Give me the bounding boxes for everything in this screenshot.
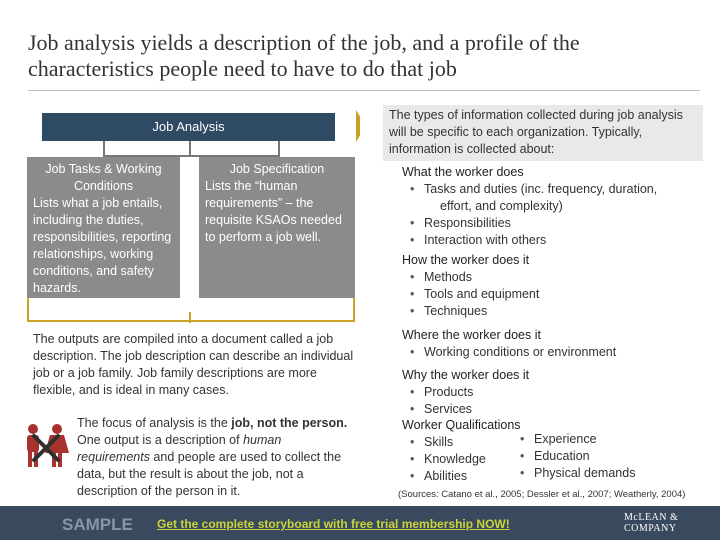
page-title: Job analysis yields a description of the job, and a profile of the characteristics people need to have to do that job: [28, 30, 580, 81]
bracket-tick: [189, 312, 191, 323]
list-item-continuation: effort, and complexity): [440, 199, 563, 213]
list-item: • Tools and equipment: [402, 286, 702, 303]
how-worker-does-section: [402, 252, 702, 320]
list-item: • Physical demands: [512, 465, 692, 482]
job-tasks-body: Lists what a job entails, including the duties, responsibilities, reporting relationships, working conditions, and safety hazards.: [33, 196, 172, 295]
list-item: • Methods: [402, 269, 702, 286]
people-icon: [20, 420, 72, 472]
job-tasks-heading: Job Tasks & Working Conditions: [45, 162, 162, 193]
trial-membership-link[interactable]: Get the complete storyboard with free trial membership NOW!: [157, 517, 510, 531]
section-heading: Worker Qualifications: [402, 418, 521, 432]
section-heading: How the worker does it: [402, 253, 530, 267]
footer-bar: [0, 506, 720, 540]
focus-emphasis: job, not the person.: [231, 416, 348, 430]
what-worker-does-section: [402, 164, 702, 249]
list-item: • Skills: [402, 434, 512, 451]
job-tasks-box: [27, 157, 180, 298]
list-item: • Responsibilities: [402, 215, 702, 232]
section-heading: Why the worker does it: [402, 368, 530, 382]
worker-qualifications-section: [402, 417, 702, 485]
intro-text-box: The types of information collected during job analysis will be specific to each organization. Typically, information is collected about:: [383, 105, 703, 161]
list-item: • Tasks and duties (inc. frequency, duration,: [402, 181, 702, 198]
list-item: • Knowledge: [402, 451, 512, 468]
list-item: • Experience: [512, 431, 692, 448]
section-heading: Where the worker does it: [402, 328, 541, 342]
list-item: • Techniques: [402, 303, 702, 320]
job-analysis-header: Job Analysis: [42, 113, 335, 141]
job-specification-body: Lists the “human requirements” – the requisite KSAOs needed to perform a job well.: [205, 179, 342, 244]
sample-label: SAMPLE: [62, 515, 133, 534]
where-worker-does-section: [402, 327, 702, 361]
section-heading: What the worker does: [402, 165, 524, 179]
list-item: • Interaction with others: [402, 232, 702, 249]
list-item: • Abilities: [402, 468, 512, 485]
job-specification-heading: Job Specification: [229, 162, 325, 176]
outputs-paragraph: The outputs are compiled into a document called a job description. The job description can describe an individual job or a job family. Job family descriptions are more flexible, and is ideal in many cases.: [33, 332, 354, 397]
list-item: • Working conditions or environment: [402, 344, 702, 361]
mclean-company-logo: McLEAN & COMPANY: [624, 512, 679, 534]
list-item: • Education: [512, 448, 692, 465]
list-item: • Products: [402, 384, 702, 401]
focus-paragraph: The focus of analysis is the job, not the person. One output is a description of human requirements and people are used to collect the data, but the result is about the job, not a description of the person in it.: [77, 416, 348, 498]
bracket-frame: [27, 298, 355, 322]
chevron-inner: [360, 114, 367, 138]
focus-italic: human requirements: [77, 433, 282, 464]
title-divider: [28, 90, 700, 91]
why-worker-does-section: [402, 367, 702, 418]
job-specification-box: [199, 157, 355, 298]
list-item: • Services: [402, 401, 702, 418]
sources-citation: (Sources: Catano et al., 2005; Dessler et al., 2007; Weatherly, 2004): [398, 489, 686, 500]
